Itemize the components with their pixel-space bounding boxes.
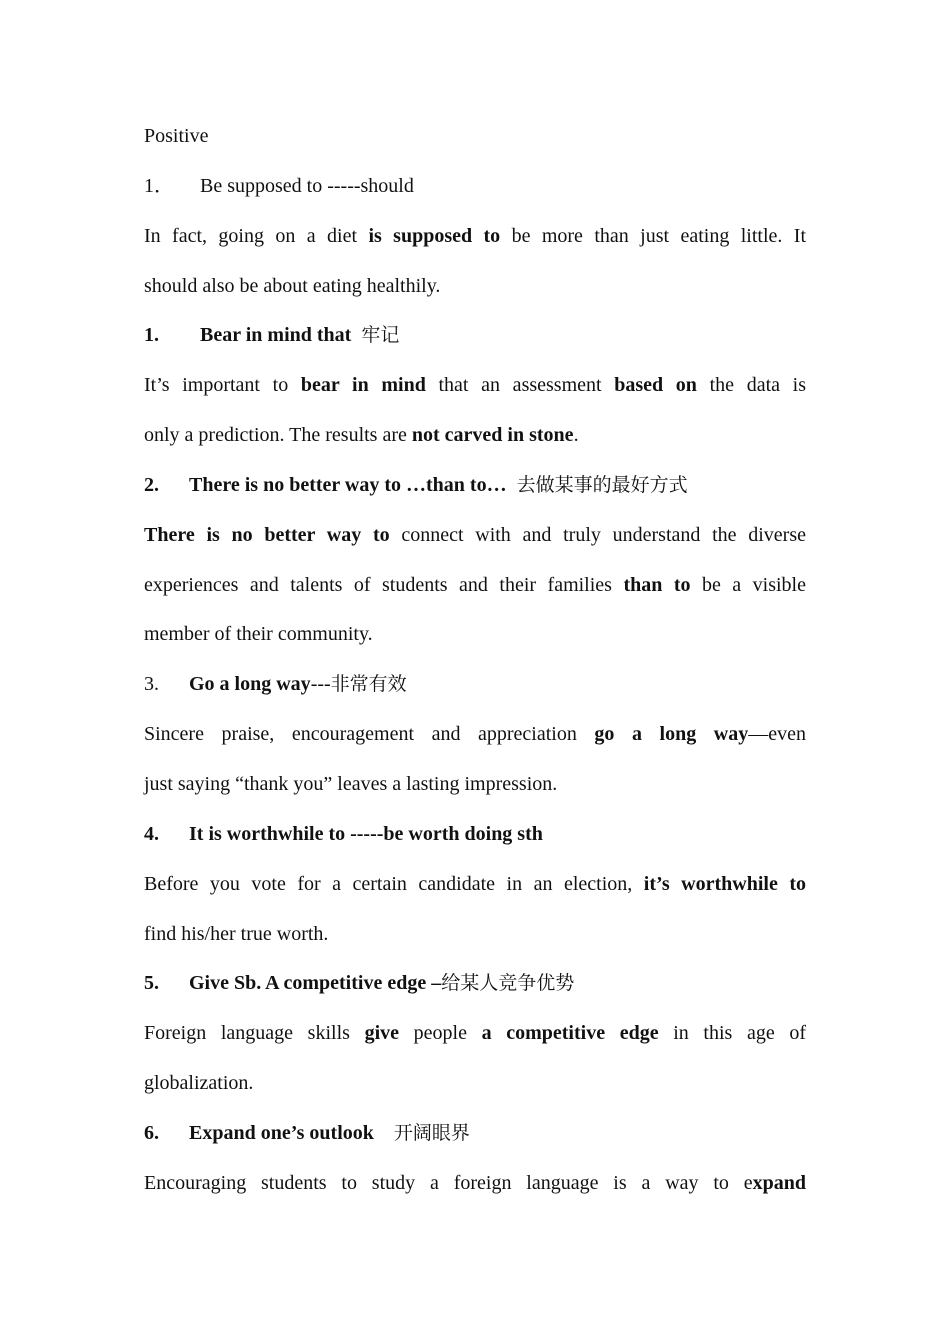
entry-heading: 3. Go a long way---非常有效 <box>144 673 407 696</box>
example-sentence: experiences and talents of students and their families than to be a visible <box>144 573 806 596</box>
example-sentence: There is no better way to connect with and truly understand the diverse <box>144 523 807 546</box>
entry-heading: 1． Be supposed to -----should <box>144 174 414 197</box>
example-sentence: Foreign language skills give people a competitive edge in this age of <box>144 1022 807 1045</box>
example-sentence: In fact, going on a diet is supposed to be more than just eating little. It <box>144 224 806 247</box>
example-sentence: It’s important to bear in mind that an assessment based on the data is <box>144 374 806 397</box>
example-sentence: just saying “thank you” leaves a lasting impression. <box>144 772 558 795</box>
entry-heading: 5. Give Sb. A competitive edge –给某人竞争优势 <box>144 972 575 995</box>
example-sentence: only a prediction. The results are not carved in stone. <box>144 424 579 447</box>
example-sentence: member of their community. <box>144 623 373 646</box>
document-body <box>144 122 806 1219</box>
example-sentence: find his/her true worth. <box>144 922 329 945</box>
example-sentence: should also be about eating healthily. <box>144 274 441 297</box>
entry-heading: 4. It is worthwhile to -----be worth doing sth <box>144 822 543 845</box>
example-sentence: globalization. <box>144 1072 254 1095</box>
entry-heading: 2. There is no better way to …than to… 去做某事的最好方式 <box>144 473 688 496</box>
example-sentence: Before you vote for a certain candidate in an election, it’s worthwhile to <box>144 872 806 895</box>
document-title: Positive <box>144 125 209 147</box>
example-sentence: Sincere praise, encouragement and appreciation go a long way—even <box>144 723 806 746</box>
example-sentence: Encouraging students to study a foreign language is a way to expand <box>144 1171 806 1194</box>
entry-heading: 6. Expand one’s outlook 开阔眼界 <box>144 1121 470 1144</box>
entry-heading: 1. Bear in mind that 牢记 <box>144 324 400 347</box>
